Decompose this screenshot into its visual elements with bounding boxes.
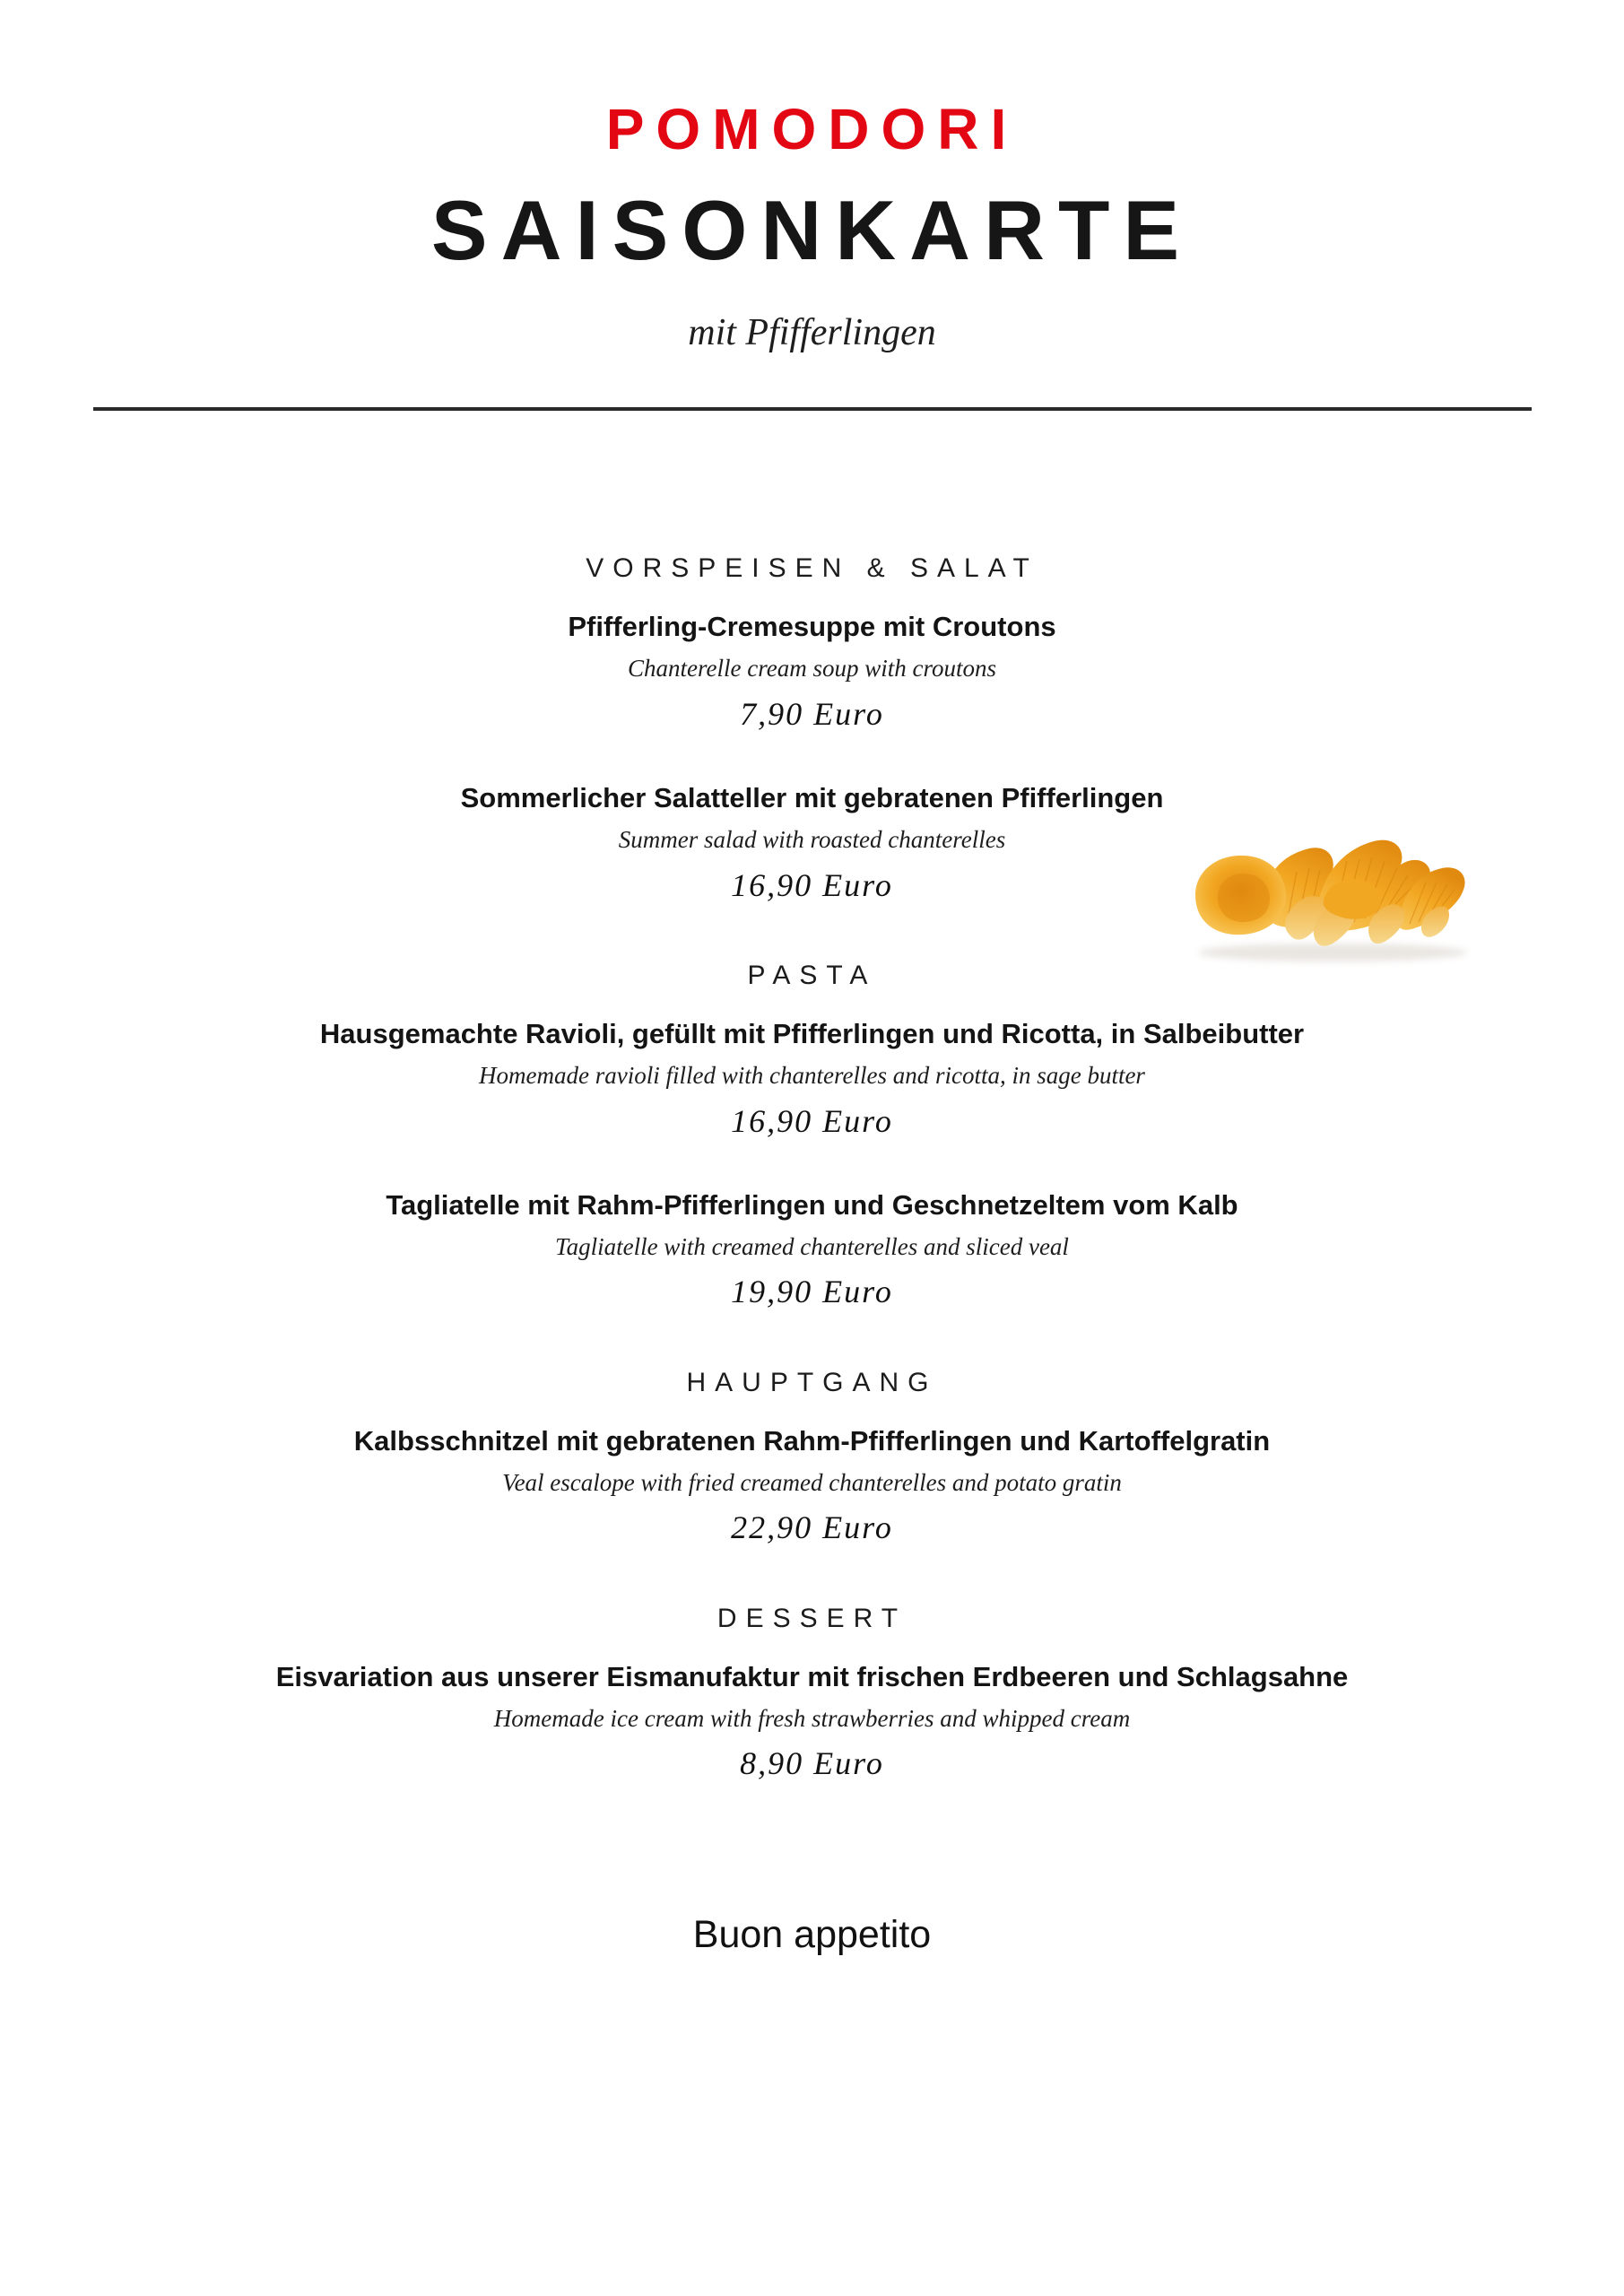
dish-price: 19,90 Euro bbox=[731, 1274, 893, 1310]
dish-name: Tagliatelle mit Rahm-Pfifferlingen und Geschnetzeltem vom Kalb bbox=[386, 1188, 1238, 1221]
menu-header bbox=[0, 0, 1624, 411]
dish-price: 16,90 Euro bbox=[731, 866, 893, 903]
menu-item bbox=[0, 1424, 1624, 1547]
dish-price: 8,90 Euro bbox=[740, 1745, 884, 1782]
dish-description-english: Homemade ice cream with fresh strawberries and whipped cream bbox=[493, 1705, 1131, 1733]
section-heading: PASTA bbox=[747, 960, 877, 990]
dish-description-english: Chanterelle cream soup with croutons bbox=[628, 655, 996, 683]
dish-description-english: Veal escalope with fried creamed chanterelles and potato gratin bbox=[502, 1469, 1122, 1497]
dish-description-english: Tagliatelle with creamed chanterelles and sliced veal bbox=[555, 1233, 1069, 1261]
dish-name: Sommerlicher Salatteller mit gebratenen Pfifferlingen bbox=[460, 781, 1164, 813]
dish-name: Hausgemachte Ravioli, gefüllt mit Pfifferlingen und Ricotta, in Salbeibutter bbox=[319, 1017, 1305, 1049]
section-heading: VORSPEISEN & SALAT bbox=[586, 553, 1038, 583]
menu-item bbox=[0, 781, 1624, 904]
dish-price: 16,90 Euro bbox=[731, 1102, 893, 1139]
menu-subtitle: mit Pfifferlingen bbox=[688, 312, 936, 353]
footer-greeting: Buon appetito bbox=[692, 1912, 932, 1956]
menu-footer bbox=[0, 1914, 1624, 1956]
dish-name: Kalbsschnitzel mit gebratenen Rahm-Pfifferlingen und Kartoffelgratin bbox=[353, 1424, 1271, 1457]
section-heading: DESSERT bbox=[716, 1603, 908, 1633]
section-heading: HAUPTGANG bbox=[686, 1367, 938, 1397]
menu-item bbox=[0, 1188, 1624, 1311]
section-vorspeisen-salat bbox=[0, 552, 1624, 904]
dish-name: Pfifferling-Cremesuppe mit Croutons bbox=[568, 611, 1056, 642]
dish-description-english: Summer salad with roasted chanterelles bbox=[618, 826, 1006, 854]
header-divider bbox=[93, 407, 1532, 411]
section-dessert bbox=[0, 1603, 1624, 1783]
dish-name: Eisvariation aus unserer Eismanufaktur mit frischen Erdbeeren und Schlagsahne bbox=[275, 1660, 1349, 1692]
menu-item bbox=[0, 1660, 1624, 1783]
menu-item bbox=[0, 1017, 1624, 1140]
menu-title: SAISONKARTE bbox=[430, 183, 1194, 277]
menu-item bbox=[0, 610, 1624, 733]
section-pasta bbox=[0, 960, 1624, 1311]
dish-price: 22,90 Euro bbox=[731, 1509, 893, 1546]
restaurant-name: POMODORI bbox=[605, 97, 1019, 161]
menu-body bbox=[0, 552, 1624, 1783]
dish-price: 7,90 Euro bbox=[740, 695, 884, 732]
dish-description-english: Homemade ravioli filled with chanterelles and ricotta, in sage butter bbox=[479, 1062, 1145, 1090]
section-hauptgang bbox=[0, 1367, 1624, 1547]
